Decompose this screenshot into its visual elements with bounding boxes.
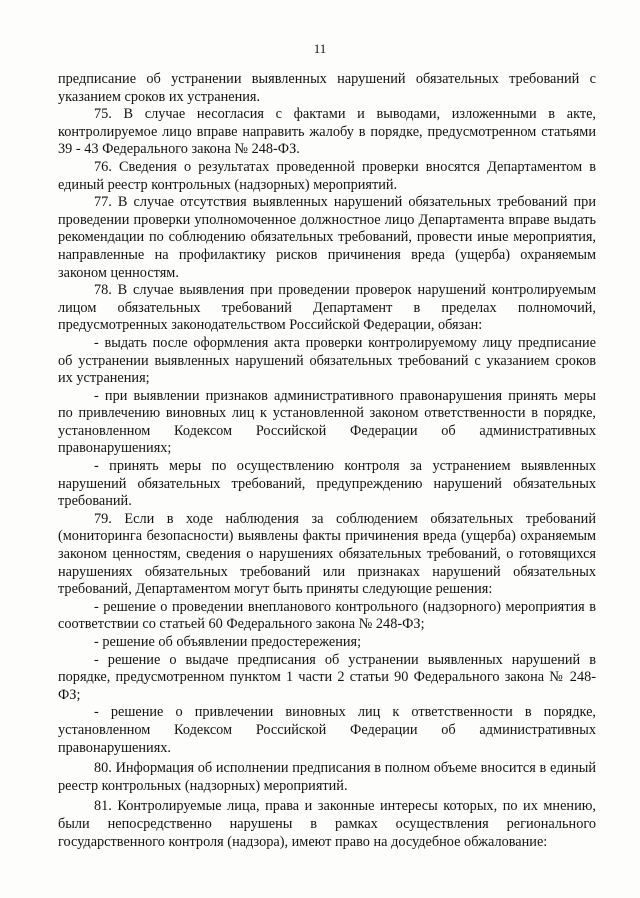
paragraph-77: 77. В случае отсутствия выявленных нарушений обязательных требований при проведении проверки уполномоченное должностное лицо Департамента вправе выдать рекомендации по соблюдению обязательных требований, провести иные мероприятия, направленные на профилактику рисков причинения вреда (ущерба) охраняемым законом ценностям.: [58, 194, 596, 281]
list-item-79-4: - решение о привлечении виновных лиц к ответственности в порядке, установленном Кодексом Российской Федерации об административных правонарушениях.: [58, 704, 596, 756]
list-item-78-1: - выдать после оформления акта проверки контролируемому лицу предписание об устранении выявленных нарушений обязательных требований с указанием сроков их устранения;: [58, 334, 596, 387]
list-item-78-2: - при выявлении признаков административного правонарушения принять меры по привлечению виновных лиц к установленной законом ответственности в порядке, установленном Кодексом Российской Федерации об административных правонарушениях;: [58, 387, 596, 457]
paragraph-80: 80. Информация об исполнении предписания в полном объеме вносится в единый реестр контрольных (надзорных) мероприятий.: [58, 760, 596, 794]
page-number: 11: [313, 41, 327, 56]
paragraph-79: 79. Если в ходе наблюдения за соблюдением обязательных требований (мониторинга безопасности) выявлены факты причинения вреда (ущерба) охраняемым законом ценностям, сведения о нарушениях обязательных требований, о готовящихся нарушениях обязательных требований или признаках нарушений обязательных требований, Департаментом могут быть приняты следующие решения:: [58, 510, 596, 598]
paragraph-81: 81. Контролируемые лица, права и законные интересы которых, по их мнению, были непосредственно нарушены в рамках осуществления регионального государственного контроля (надзора), имеют право на досудебное обжалование:: [58, 798, 596, 850]
list-item-78-3: - принять меры по осуществлению контроля за устранением выявленных нарушений обязательных требований, предупреждению нарушений обязательных требований.: [58, 458, 596, 510]
list-item-79-2: - решение об объявлении предостережения;: [94, 634, 362, 650]
paragraph-74-continuation: предписание об устранении выявленных нарушений обязательных требований с указанием сроков их устранения.: [58, 71, 596, 105]
paragraph-75: 75. В случае несогласия с фактами и выводами, изложенными в акте, контролируемое лицо вправе направить жалобу в порядке, предусмотренном статьями 39 - 43 Федерального закона № 248-ФЗ.: [58, 106, 596, 158]
list-item-79-3: - решение о выдаче предписания об устранении выявленных нарушений в порядке, предусмотренном пунктом 1 части 2 статьи 90 Федерального закона № 248-ФЗ;: [58, 651, 596, 703]
list-item-79-1: - решение о проведении внепланового контрольного (надзорного) мероприятия в соответствии со статьей 60 Федерального закона № 248-ФЗ;: [58, 598, 596, 633]
paragraph-78: 78. В случае выявления при проведении проверок нарушений контролируемым лицом обязательных требований Департамент в пределах полномочий, предусмотренных законодательством Российской Федерации, обязан:: [58, 282, 596, 334]
paragraph-76: 76. Сведения о результатах проведенной проверки вносятся Департаментом в единый реестр контрольных (надзорных) мероприятий.: [58, 158, 596, 193]
document-body: [58, 71, 596, 851]
